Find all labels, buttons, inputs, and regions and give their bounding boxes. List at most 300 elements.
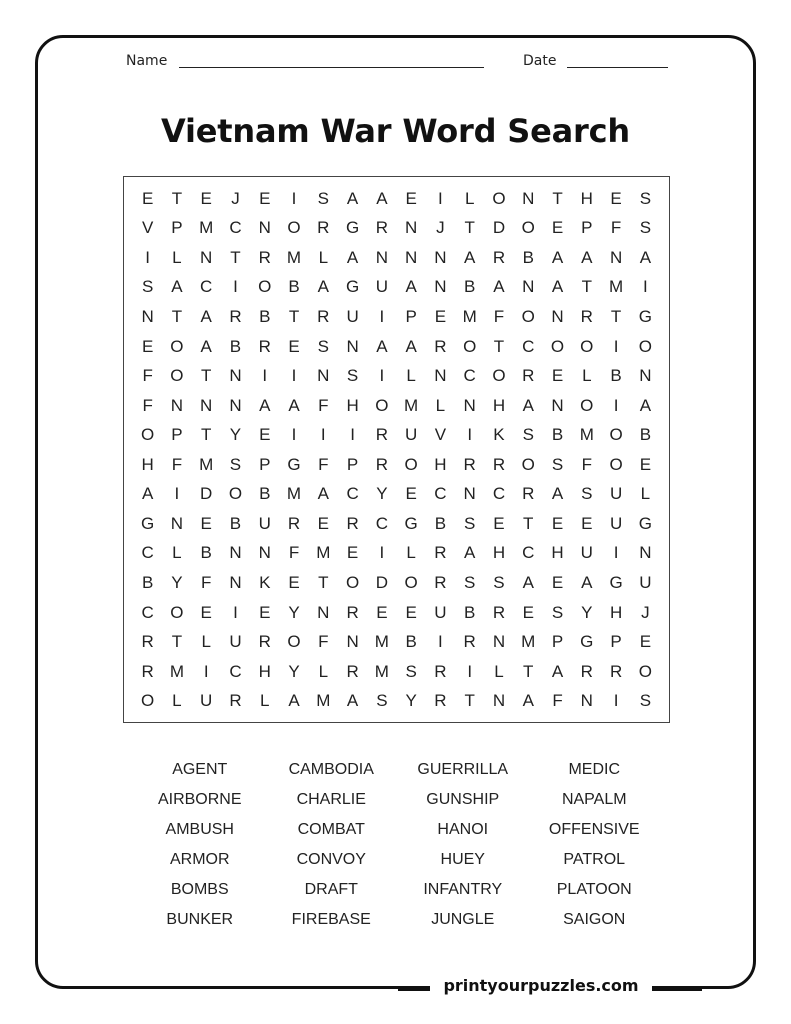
grid-letter[interactable]: A <box>522 691 534 711</box>
grid-letter[interactable]: B <box>229 336 242 356</box>
grid-letter[interactable]: A <box>551 277 564 297</box>
grid-letter[interactable]: A <box>317 484 329 504</box>
grid-letter[interactable]: M <box>199 454 214 474</box>
grid-letter[interactable]: R <box>346 513 359 533</box>
grid-letter[interactable]: G <box>287 454 301 474</box>
grid-letter[interactable]: L <box>318 247 329 267</box>
grid-letter[interactable]: B <box>288 277 300 297</box>
grid-letter[interactable]: I <box>320 425 326 445</box>
grid-letter[interactable]: N <box>346 632 359 652</box>
grid-letter[interactable]: R <box>522 366 535 386</box>
grid-letter[interactable]: R <box>141 632 154 652</box>
grid-letter[interactable]: R <box>346 602 359 622</box>
grid-letter[interactable]: C <box>375 513 388 533</box>
grid-letter[interactable]: R <box>580 661 593 681</box>
grid-letter[interactable]: C <box>463 366 476 386</box>
grid-letter[interactable]: A <box>259 395 271 415</box>
grid-letter[interactable]: N <box>463 484 476 504</box>
grid-letter[interactable]: L <box>494 661 504 681</box>
grid-letter[interactable]: O <box>521 454 535 474</box>
grid-letter[interactable]: R <box>434 661 447 681</box>
grid-letter[interactable]: M <box>404 395 419 415</box>
grid-letter[interactable]: E <box>200 513 212 533</box>
grid-letter[interactable]: E <box>141 336 154 356</box>
grid-letter[interactable]: S <box>464 513 476 533</box>
grid-letter[interactable]: H <box>492 395 506 415</box>
grid-letter[interactable]: O <box>345 572 360 592</box>
grid-letter[interactable]: P <box>171 218 183 238</box>
grid-letter[interactable]: E <box>639 632 652 652</box>
grid-letter[interactable]: I <box>379 366 385 386</box>
grid-letter[interactable]: P <box>171 425 183 445</box>
grid-letter[interactable]: T <box>200 425 212 445</box>
grid-letter[interactable]: L <box>172 543 182 563</box>
grid-letter[interactable]: O <box>170 602 184 622</box>
grid-letter[interactable]: N <box>229 395 242 415</box>
grid-letter[interactable]: A <box>288 691 300 711</box>
grid-letter[interactable]: N <box>434 366 447 386</box>
grid-letter[interactable]: Y <box>229 425 242 445</box>
grid-letter[interactable]: N <box>258 218 271 238</box>
grid-letter[interactable]: O <box>404 454 418 474</box>
grid-letter[interactable]: O <box>463 336 477 356</box>
grid-letter[interactable]: M <box>286 484 302 504</box>
grid-letter[interactable]: L <box>582 366 592 386</box>
grid-letter[interactable]: N <box>522 188 535 208</box>
grid-letter[interactable]: S <box>639 218 652 238</box>
grid-letter[interactable]: B <box>464 602 476 622</box>
grid-letter[interactable]: M <box>521 632 536 652</box>
grid-letter[interactable]: E <box>141 188 154 208</box>
grid-letter[interactable]: I <box>613 395 619 415</box>
grid-letter[interactable]: O <box>521 218 535 238</box>
grid-letter[interactable]: B <box>551 425 564 445</box>
grid-letter[interactable]: N <box>229 572 242 592</box>
grid-letter[interactable]: O <box>228 484 243 504</box>
grid-letter[interactable]: S <box>376 691 388 711</box>
grid-letter[interactable]: C <box>492 484 506 504</box>
grid-letter[interactable]: I <box>642 277 648 297</box>
grid-letter[interactable]: I <box>262 366 268 386</box>
grid-letter[interactable]: I <box>613 336 619 356</box>
grid-letter[interactable]: Y <box>405 691 417 711</box>
grid-letter[interactable]: U <box>580 543 593 563</box>
grid-letter[interactable]: G <box>638 306 652 326</box>
grid-letter[interactable]: A <box>317 277 329 297</box>
grid-letter[interactable]: O <box>404 572 418 592</box>
grid-letter[interactable]: R <box>317 218 330 238</box>
grid-letter[interactable]: A <box>464 247 476 267</box>
grid-letter[interactable]: E <box>493 513 505 533</box>
grid-letter[interactable]: A <box>551 484 564 504</box>
grid-letter[interactable]: S <box>141 277 154 297</box>
grid-letter[interactable]: E <box>434 306 447 326</box>
grid-letter[interactable]: A <box>405 277 417 297</box>
grid-letter[interactable]: E <box>551 513 564 533</box>
grid-letter[interactable]: T <box>171 188 183 208</box>
grid-letter[interactable]: L <box>406 366 416 386</box>
grid-letter[interactable]: L <box>406 543 416 563</box>
grid-letter[interactable]: U <box>609 513 623 533</box>
grid-letter[interactable]: E <box>551 218 564 238</box>
grid-letter[interactable]: T <box>552 188 563 208</box>
grid-letter[interactable]: L <box>201 632 211 652</box>
grid-letter[interactable]: N <box>258 543 271 563</box>
grid-letter[interactable]: O <box>287 632 301 652</box>
grid-letter[interactable]: I <box>203 661 209 681</box>
grid-letter[interactable]: O <box>550 336 565 356</box>
grid-letter[interactable]: H <box>551 543 564 563</box>
grid-letter[interactable]: F <box>493 306 505 326</box>
grid-letter[interactable]: A <box>141 484 154 504</box>
grid-letter[interactable]: U <box>609 484 623 504</box>
grid-letter[interactable]: F <box>581 454 592 474</box>
grid-letter[interactable]: F <box>200 572 212 592</box>
grid-letter[interactable]: R <box>258 632 271 652</box>
grid-letter[interactable]: S <box>522 425 534 445</box>
grid-letter[interactable]: E <box>288 336 300 356</box>
grid-letter[interactable]: T <box>523 661 534 681</box>
grid-letter[interactable]: T <box>171 632 183 652</box>
grid-letter[interactable]: T <box>464 218 475 238</box>
grid-letter[interactable]: S <box>229 454 242 474</box>
grid-letter[interactable]: R <box>434 691 447 711</box>
grid-letter[interactable]: P <box>346 454 359 474</box>
grid-letter[interactable]: R <box>258 336 271 356</box>
grid-letter[interactable]: E <box>551 366 564 386</box>
grid-letter[interactable]: I <box>379 306 385 326</box>
grid-letter[interactable]: O <box>521 306 535 326</box>
grid-letter[interactable]: B <box>259 306 271 326</box>
grid-letter[interactable]: R <box>492 247 506 267</box>
grid-letter[interactable]: O <box>492 366 506 386</box>
grid-letter[interactable]: O <box>609 425 623 445</box>
grid-letter[interactable]: A <box>551 661 564 681</box>
grid-letter[interactable]: B <box>464 277 476 297</box>
grid-letter[interactable]: H <box>434 454 447 474</box>
grid-letter[interactable]: U <box>639 572 652 592</box>
grid-letter[interactable]: G <box>141 513 155 533</box>
grid-letter[interactable]: I <box>291 425 297 445</box>
grid-letter[interactable]: S <box>493 572 505 592</box>
grid-letter[interactable]: N <box>404 247 418 267</box>
grid-letter[interactable]: I <box>233 602 238 622</box>
grid-letter[interactable]: O <box>287 218 301 238</box>
grid-letter[interactable]: E <box>405 602 417 622</box>
grid-letter[interactable]: A <box>551 247 564 267</box>
name-field[interactable] <box>179 67 484 68</box>
grid-letter[interactable]: A <box>639 247 652 267</box>
grid-letter[interactable]: M <box>608 277 624 297</box>
grid-letter[interactable]: U <box>346 306 359 326</box>
grid-letter[interactable]: E <box>581 513 593 533</box>
grid-letter[interactable]: A <box>346 247 359 267</box>
grid-letter[interactable]: N <box>522 277 535 297</box>
grid-letter[interactable]: A <box>581 572 593 592</box>
grid-letter[interactable]: F <box>318 454 329 474</box>
grid-letter[interactable]: E <box>259 425 271 445</box>
grid-letter[interactable]: T <box>200 366 212 386</box>
grid-letter[interactable]: A <box>522 572 534 592</box>
grid-letter[interactable]: N <box>229 543 242 563</box>
grid-letter[interactable]: E <box>259 602 271 622</box>
grid-letter[interactable]: D <box>375 572 388 592</box>
grid-letter[interactable]: Y <box>581 602 593 622</box>
grid-letter[interactable]: R <box>141 661 154 681</box>
grid-letter[interactable]: B <box>229 513 242 533</box>
grid-letter[interactable]: R <box>522 484 535 504</box>
grid-letter[interactable]: F <box>610 218 622 238</box>
grid-letter[interactable]: N <box>141 306 154 326</box>
grid-letter[interactable]: N <box>609 247 623 267</box>
grid-letter[interactable]: F <box>142 395 153 415</box>
grid-letter[interactable]: N <box>229 366 242 386</box>
grid-letter[interactable]: S <box>405 661 417 681</box>
grid-letter[interactable]: E <box>376 602 388 622</box>
grid-letter[interactable]: C <box>141 543 154 563</box>
date-field[interactable] <box>567 67 668 68</box>
grid-letter[interactable]: I <box>291 366 297 386</box>
grid-letter[interactable]: N <box>580 691 593 711</box>
grid-letter[interactable]: V <box>434 425 447 445</box>
grid-letter[interactable]: N <box>200 395 213 415</box>
grid-letter[interactable]: J <box>641 602 650 622</box>
grid-letter[interactable]: E <box>288 572 300 592</box>
grid-letter[interactable]: R <box>463 454 476 474</box>
grid-letter[interactable]: S <box>639 691 652 711</box>
grid-letter[interactable]: C <box>200 277 213 297</box>
grid-letter[interactable]: H <box>346 395 359 415</box>
grid-letter[interactable]: A <box>346 188 359 208</box>
grid-letter[interactable]: M <box>316 691 331 711</box>
grid-letter[interactable]: A <box>376 188 388 208</box>
grid-letter[interactable]: B <box>200 543 212 563</box>
grid-letter[interactable]: P <box>610 632 622 652</box>
grid-letter[interactable]: G <box>345 277 360 297</box>
grid-letter[interactable]: S <box>317 336 329 356</box>
grid-letter[interactable]: F <box>552 691 563 711</box>
grid-letter[interactable]: E <box>200 602 212 622</box>
grid-letter[interactable]: O <box>170 336 184 356</box>
grid-letter[interactable]: F <box>288 543 300 563</box>
grid-letter[interactable]: N <box>170 395 184 415</box>
grid-letter[interactable]: S <box>581 484 593 504</box>
grid-letter[interactable]: E <box>639 454 652 474</box>
grid-letter[interactable]: G <box>580 632 594 652</box>
grid-letter[interactable]: K <box>259 572 271 592</box>
grid-letter[interactable]: C <box>229 218 242 238</box>
grid-letter[interactable]: Y <box>376 484 388 504</box>
grid-letter[interactable]: O <box>638 336 652 356</box>
grid-letter[interactable]: A <box>522 395 534 415</box>
grid-letter[interactable]: B <box>610 366 622 386</box>
grid-letter[interactable]: E <box>405 484 417 504</box>
grid-letter[interactable]: N <box>375 247 388 267</box>
grid-letter[interactable]: I <box>467 425 473 445</box>
grid-letter[interactable]: N <box>639 543 652 563</box>
grid-letter[interactable]: B <box>405 632 417 652</box>
grid-letter[interactable]: U <box>229 632 242 652</box>
grid-letter[interactable]: M <box>579 425 594 445</box>
grid-letter[interactable]: B <box>259 484 271 504</box>
grid-letter[interactable]: T <box>581 277 592 297</box>
grid-letter[interactable]: N <box>492 632 506 652</box>
grid-letter[interactable]: O <box>375 395 389 415</box>
grid-letter[interactable]: O <box>609 454 623 474</box>
grid-letter[interactable]: P <box>405 306 417 326</box>
grid-letter[interactable]: P <box>551 632 564 652</box>
grid-letter[interactable]: I <box>438 632 443 652</box>
grid-letter[interactable]: L <box>640 484 651 504</box>
grid-letter[interactable]: N <box>317 366 330 386</box>
grid-letter[interactable]: M <box>316 543 331 563</box>
grid-letter[interactable]: U <box>404 425 418 445</box>
grid-letter[interactable]: R <box>229 306 242 326</box>
grid-letter[interactable]: O <box>141 425 155 445</box>
grid-letter[interactable]: C <box>434 484 447 504</box>
grid-letter[interactable]: S <box>464 572 476 592</box>
grid-letter[interactable]: S <box>639 188 652 208</box>
grid-letter[interactable]: M <box>286 247 302 267</box>
grid-letter[interactable]: T <box>464 691 475 711</box>
grid-letter[interactable]: A <box>171 277 183 297</box>
grid-letter[interactable]: I <box>613 691 619 711</box>
grid-letter[interactable]: H <box>609 602 623 622</box>
grid-letter[interactable]: G <box>345 218 360 238</box>
grid-letter[interactable]: E <box>522 602 534 622</box>
grid-letter[interactable]: H <box>492 543 506 563</box>
grid-letter[interactable]: M <box>462 306 477 326</box>
grid-letter[interactable]: I <box>145 247 150 267</box>
grid-letter[interactable]: E <box>200 188 212 208</box>
grid-letter[interactable]: C <box>346 484 359 504</box>
grid-letter[interactable]: R <box>463 632 476 652</box>
grid-letter[interactable]: A <box>200 306 212 326</box>
grid-letter[interactable]: B <box>434 513 447 533</box>
grid-letter[interactable]: I <box>174 484 180 504</box>
grid-letter[interactable]: R <box>287 513 301 533</box>
grid-letter[interactable]: N <box>170 513 184 533</box>
grid-letter[interactable]: M <box>374 632 389 652</box>
grid-letter[interactable]: T <box>171 306 183 326</box>
grid-letter[interactable]: U <box>258 513 271 533</box>
grid-letter[interactable]: A <box>376 336 388 356</box>
grid-letter[interactable]: E <box>551 572 564 592</box>
grid-letter[interactable]: L <box>172 691 182 711</box>
grid-letter[interactable]: A <box>200 336 212 356</box>
grid-letter[interactable]: D <box>492 218 506 238</box>
grid-letter[interactable]: M <box>374 661 389 681</box>
grid-letter[interactable]: I <box>350 425 355 445</box>
grid-letter[interactable]: I <box>613 543 619 563</box>
grid-letter[interactable]: A <box>639 395 652 415</box>
grid-letter[interactable]: N <box>404 218 418 238</box>
grid-letter[interactable]: T <box>523 513 534 533</box>
grid-letter[interactable]: F <box>171 454 183 474</box>
grid-letter[interactable]: R <box>375 218 388 238</box>
grid-letter[interactable]: R <box>375 454 388 474</box>
grid-letter[interactable]: B <box>522 247 534 267</box>
grid-letter[interactable]: I <box>379 543 385 563</box>
grid-letter[interactable]: R <box>434 543 447 563</box>
grid-letter[interactable]: N <box>551 306 564 326</box>
grid-letter[interactable]: E <box>259 188 271 208</box>
grid-letter[interactable]: T <box>230 247 241 267</box>
grid-letter[interactable]: R <box>434 336 447 356</box>
grid-letter[interactable]: L <box>172 247 182 267</box>
grid-letter[interactable]: T <box>493 336 505 356</box>
grid-letter[interactable]: T <box>318 572 329 592</box>
grid-letter[interactable]: L <box>464 188 475 208</box>
grid-letter[interactable]: L <box>435 395 446 415</box>
grid-letter[interactable]: M <box>169 661 184 681</box>
grid-letter[interactable]: O <box>170 366 184 386</box>
grid-letter[interactable]: I <box>233 277 238 297</box>
grid-letter[interactable]: R <box>609 661 623 681</box>
grid-letter[interactable]: D <box>200 484 213 504</box>
grid-letter[interactable]: G <box>404 513 418 533</box>
grid-letter[interactable]: K <box>493 425 505 445</box>
grid-letter[interactable]: I <box>467 661 473 681</box>
grid-letter[interactable]: R <box>375 425 388 445</box>
grid-letter[interactable]: O <box>492 188 506 208</box>
grid-letter[interactable]: H <box>580 188 593 208</box>
grid-letter[interactable]: N <box>317 602 330 622</box>
grid-letter[interactable]: A <box>346 691 359 711</box>
grid-letter[interactable]: U <box>200 691 213 711</box>
grid-letter[interactable]: N <box>463 395 476 415</box>
grid-letter[interactable]: N <box>492 691 506 711</box>
grid-letter[interactable]: S <box>551 602 564 622</box>
grid-letter[interactable]: R <box>580 306 593 326</box>
grid-letter[interactable]: H <box>141 454 154 474</box>
grid-letter[interactable]: J <box>436 218 445 238</box>
grid-letter[interactable]: S <box>346 366 359 386</box>
grid-letter[interactable]: F <box>318 395 329 415</box>
grid-letter[interactable]: N <box>200 247 213 267</box>
grid-letter[interactable]: F <box>142 366 153 386</box>
grid-letter[interactable]: A <box>493 277 505 297</box>
grid-letter[interactable]: E <box>405 188 417 208</box>
grid-letter[interactable]: A <box>581 247 593 267</box>
grid-letter[interactable]: S <box>317 188 329 208</box>
grid-letter[interactable]: L <box>318 661 329 681</box>
grid-letter[interactable]: G <box>638 513 652 533</box>
grid-letter[interactable]: E <box>610 188 622 208</box>
grid-letter[interactable]: N <box>434 247 447 267</box>
grid-letter[interactable]: O <box>258 277 272 297</box>
grid-letter[interactable]: O <box>580 336 594 356</box>
grid-letter[interactable]: C <box>229 661 242 681</box>
grid-letter[interactable]: J <box>231 188 240 208</box>
grid-letter[interactable]: O <box>638 661 652 681</box>
grid-letter[interactable]: N <box>639 366 652 386</box>
grid-letter[interactable]: E <box>317 513 329 533</box>
grid-letter[interactable]: A <box>405 336 417 356</box>
grid-letter[interactable]: R <box>346 661 359 681</box>
grid-letter[interactable]: A <box>464 543 476 563</box>
grid-letter[interactable]: O <box>141 691 155 711</box>
grid-letter[interactable]: P <box>581 218 593 238</box>
grid-letter[interactable]: R <box>229 691 242 711</box>
grid-letter[interactable]: E <box>346 543 359 563</box>
grid-letter[interactable]: H <box>258 661 271 681</box>
grid-letter[interactable]: U <box>375 277 388 297</box>
grid-letter[interactable]: C <box>522 543 535 563</box>
grid-letter[interactable]: O <box>580 395 594 415</box>
grid-letter[interactable]: R <box>492 602 506 622</box>
grid-letter[interactable]: N <box>346 336 359 356</box>
